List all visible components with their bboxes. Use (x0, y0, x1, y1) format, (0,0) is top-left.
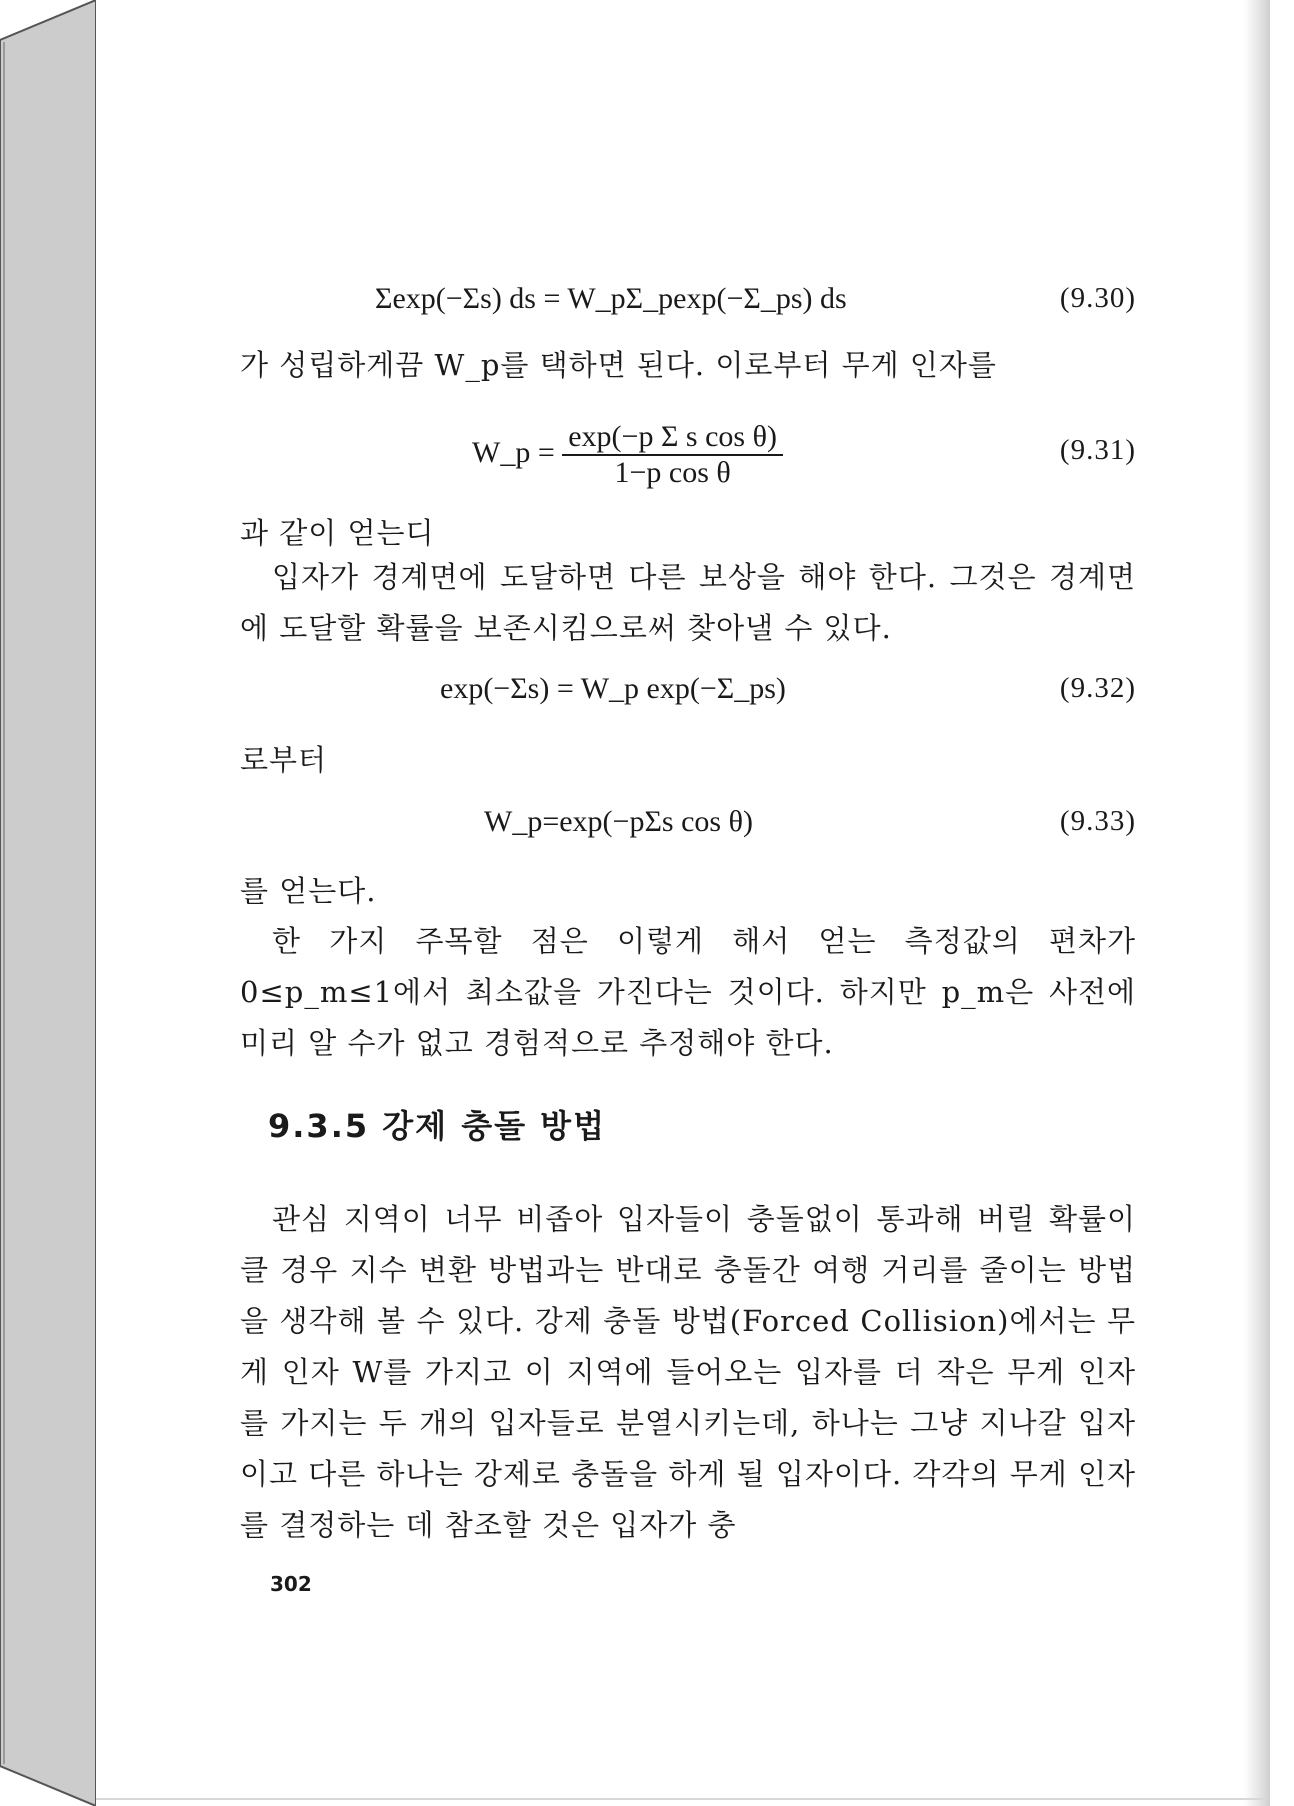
text-after-9-30: 가 성립하게끔 W_p를 택하면 된다. 이로부터 무게 인자를 (240, 348, 997, 382)
equation-9-31-numerator: exp(−p Σ s cos θ) (562, 420, 783, 456)
text-after-9-31: 과 같이 얻는디 (240, 516, 435, 550)
paragraph-note: 한 가지 주목할 점은 이렇게 해서 얻는 측정값의 편차가 0≤p_m≤1에서 최소값을 가진다는 것이다. 하지만 p_m은 사전에 미리 알 수가 없고 경험적으로 추정해야 한다. (240, 924, 1136, 1060)
equation-9-31-lhs: W_p = (472, 435, 555, 469)
equation-9-31-number: (9.31) (1059, 434, 1136, 466)
text-after-9-32: 로부터 (240, 743, 328, 777)
text-after-9-33: 를 얻는다. (240, 874, 377, 908)
equation-9-31-expression (472, 420, 783, 490)
equation-9-33 (240, 805, 1136, 855)
equation-9-33-expression: W_p=exp(−pΣs cos θ) (484, 805, 753, 838)
paragraph-boundary: 입자가 경계면에 도달하면 다른 보상을 해야 한다. 그것은 경계면에 도달할 확률을 보존시킴으로써 찾아낼 수 있다. (240, 560, 1136, 645)
equation-9-31-denominator: 1−p cos θ (614, 456, 731, 489)
equation-9-31-fraction (562, 420, 783, 490)
equation-9-30 (240, 282, 1136, 332)
page-bottom-edge (96, 1798, 1268, 1800)
equation-9-33-number: (9.33) (1059, 805, 1136, 837)
section-title: 9.3.5 강제 충돌 방법 (268, 1107, 607, 1145)
equation-9-32-expression: exp(−Σs) = W_p exp(−Σ_ps) (440, 672, 786, 705)
page-number: 302 (270, 1572, 312, 1596)
page-edge-shadow (1244, 0, 1270, 1806)
paragraph-forced-collision: 관심 지역이 너무 비좁아 입자들이 충돌없이 통과해 버릴 확률이 클 경우 지수 변환 방법과는 반대로 충돌간 여행 거리를 줄이는 방법을 생각해 볼 수 있다. 강제 충돌 방법(Forced Collision)에서는 무게 인자 W를 가지고 이 지역에 들어오는 입자를 더 작은 무게 인자를 가지는 두 개의 입자들로 분열시키는데, 하나는 그냥 지나갈 입자이고 다른 하나는 강제로 충돌을 하게 될 입자이다. 각각의 무게 인자를 결정하는 데 참조할 것은 입자가 충 (240, 1202, 1136, 1542)
equation-9-32-number: (9.32) (1059, 672, 1136, 704)
equation-9-31 (240, 416, 1136, 496)
equation-9-30-number: (9.30) (1059, 282, 1136, 314)
equation-9-30-expression: Σexp(−Σs) ds = W_pΣ_pexp(−Σ_ps) ds (375, 282, 847, 315)
equation-9-32 (240, 672, 1136, 722)
book-spine-edge (0, 0, 96, 1806)
